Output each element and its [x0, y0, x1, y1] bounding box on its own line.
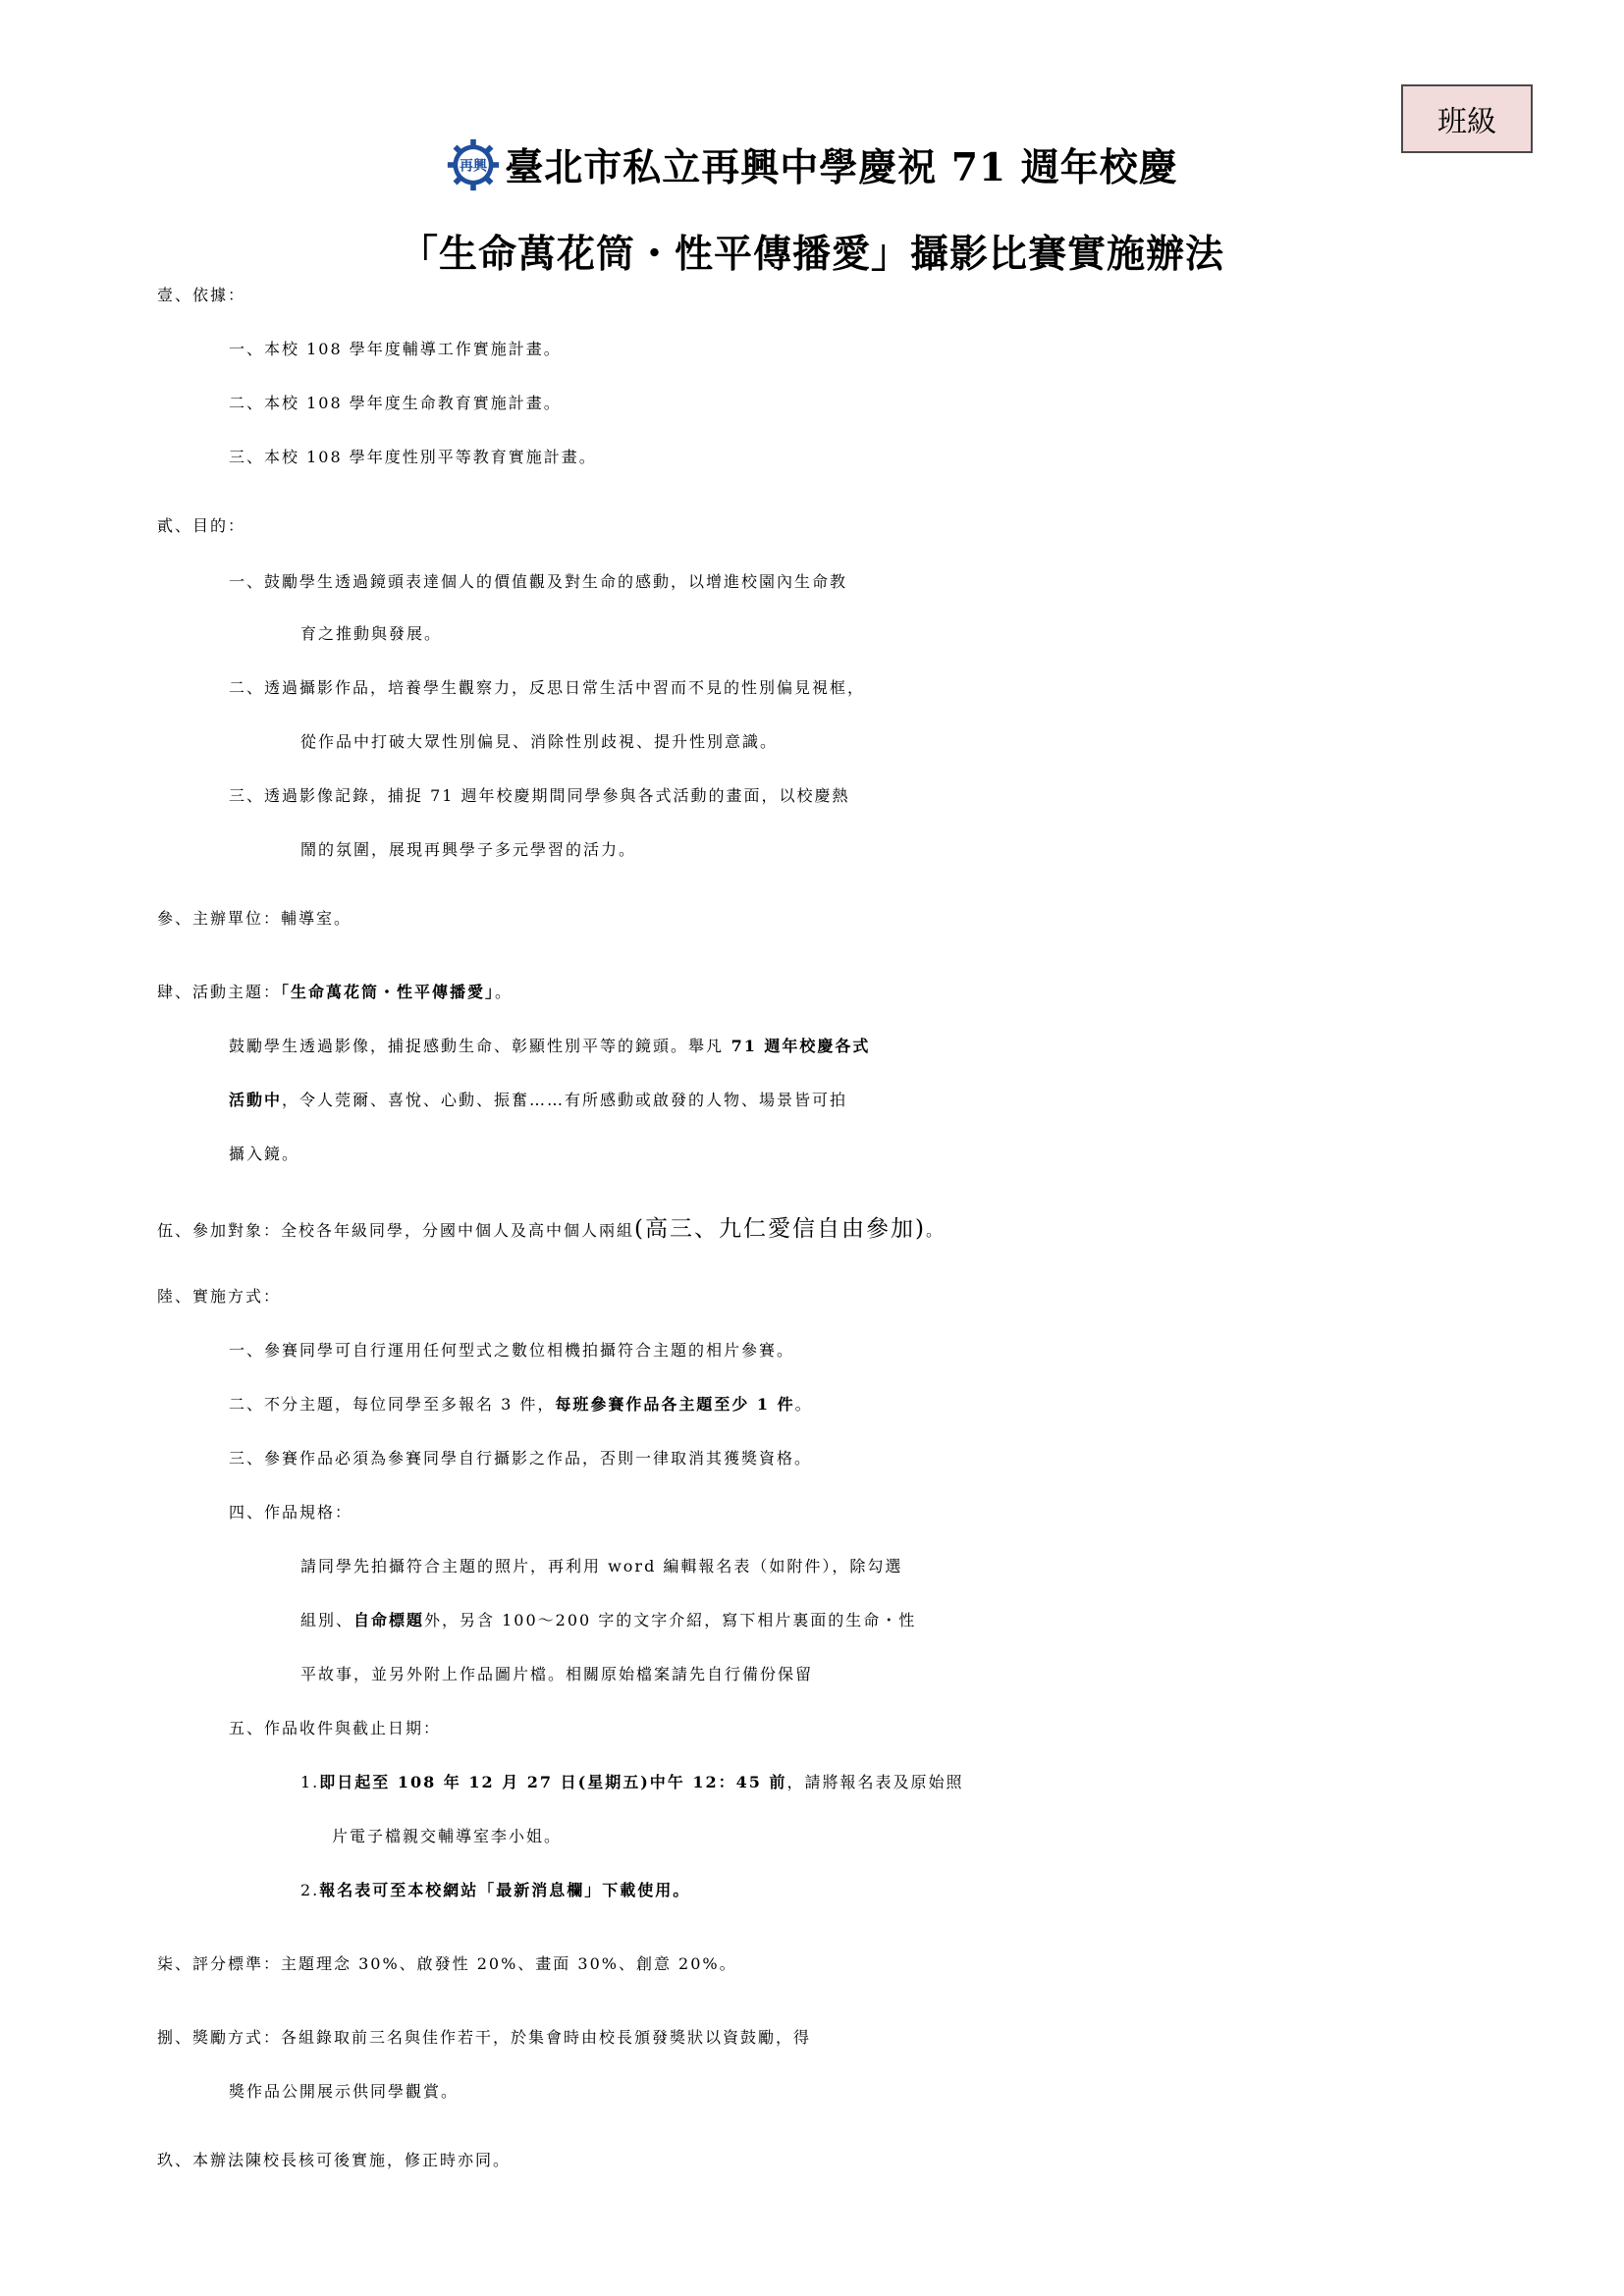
section-6-item-4-line-2b: 自命標題: [353, 1611, 425, 1629]
section-8: 捌、獎勵方式：各組錄取前三名與佳作若干，於集會時由校長頒發獎狀以資鼓勵，得: [157, 2028, 812, 2047]
section-6-item-2: [229, 1392, 813, 1415]
page-subtitle: 「生命萬花筒・性平傳播愛」攝影比賽實施辦法: [399, 232, 1224, 277]
section-1-item-2: 二、本校 108 學年度生命教育實施計畫。: [229, 394, 562, 412]
section-2-item-1: 一、鼓勵學生透過鏡頭表達個人的價值觀及對生命的感動，以增進校園內生命教: [229, 572, 848, 591]
section-6-item-2a: 二、不分主題，每位同學至多報名 3 件，: [229, 1395, 556, 1414]
section-6-item-4: 四、作品規格：: [229, 1503, 353, 1522]
section-6-item-4-line-1: 請同學先拍攝符合主題的照片，再利用 word 編輯報名表（如附件），除勾選: [300, 1557, 903, 1575]
logo-text: 再興: [460, 158, 488, 175]
section-2-item-3-cont: 鬧的氛圍，展現再興學子多元學習的活力。: [300, 840, 637, 859]
section-5-end: 。: [925, 1221, 944, 1240]
section-2-item-2-cont: 從作品中打破大眾性別偏見、消除性別歧視、提升性別意識。: [300, 732, 779, 751]
section-4-para-2: [229, 1088, 847, 1110]
section-6-item-5-1-deadline: 即日起至 108 年 12 月 27 日(星期五)中午 12：45 前: [319, 1773, 787, 1791]
section-1-item-1: 一、本校 108 學年度輔導工作實施計畫。: [229, 340, 562, 358]
section-1-item-3: 三、本校 108 學年度性別平等教育實施計畫。: [229, 448, 597, 466]
section-9: 玖、本辦法陳校長核可後實施，修正時亦同。: [157, 2151, 512, 2169]
section-1-heading: 壹、依據：: [157, 286, 246, 304]
section-2-item-2: 二、透過攝影作品，培養學生觀察力，反思日常生活中習而不見的性別偏見視框，: [229, 678, 866, 697]
section-4-para-3: 攝入鏡。: [229, 1145, 300, 1163]
section-6-item-4-line-2a: 組別、: [300, 1611, 354, 1629]
section-6-item-5-2: [300, 1878, 690, 1900]
section-3: 參、主辦單位：輔導室。: [157, 909, 352, 928]
section-6-item-5-1: [300, 1770, 963, 1792]
section-6-item-2c: 。: [794, 1395, 813, 1414]
section-4-para-1b: 71 週年校慶各式: [724, 1037, 871, 1055]
section-4-label: 肆、活動主題：: [157, 983, 282, 1001]
section-4-para-2a: 活動中: [229, 1091, 283, 1109]
section-6-item-4-line-2c: 外，另含 100～200 字的文字介紹，寫下相片裏面的生命・性: [424, 1611, 917, 1629]
section-5-note: (高三、九仁愛信自由參加): [634, 1216, 926, 1242]
page-title: 臺北市私立再興中學慶祝 71 週年校慶: [505, 145, 1178, 190]
section-6-item-5-2-text: 報名表可至本校網站「最新消息欄」下載使用。: [319, 1881, 691, 1899]
section-2-item-1-cont: 育之推動與發展。: [300, 624, 443, 643]
school-logo-icon: [446, 137, 501, 192]
section-6-item-4-line-2: [300, 1608, 916, 1630]
section-5-text: 伍、參加對象：全校各年級同學，分國中個人及高中個人兩組: [157, 1221, 635, 1240]
section-6-item-2b: 每班參賽作品各主題至少 1 件: [555, 1395, 795, 1414]
section-6-item-5-1-cont: 片電子檔親交輔導室李小姐。: [332, 1827, 563, 1845]
section-6-item-4-line-3: 平故事，並另外附上作品圖片檔。相關原始檔案請先自行備份保留: [300, 1665, 814, 1683]
section-6-item-1: 一、參賽同學可自行運用任何型式之數位相機拍攝符合主題的相片參賽。: [229, 1341, 795, 1360]
section-6-item-5-2-num: 2.: [300, 1881, 320, 1899]
theme-end: 。: [495, 983, 514, 1001]
section-7: 柒、評分標準：主題理念 30%、啟發性 20%、畫面 30%、創意 20%。: [157, 1954, 737, 1973]
section-2-item-3: 三、透過影像記錄，捕捉 71 週年校慶期間同學參與各式活動的畫面，以校慶熱: [229, 786, 850, 805]
class-box: 班級: [1401, 84, 1533, 153]
section-4-heading: [157, 980, 513, 1002]
theme-title: 「生命萬花筒・性平傳播愛」: [281, 983, 496, 1001]
section-6-item-5-1-num: 1.: [300, 1773, 320, 1791]
section-6-item-3: 三、參賽作品必須為參賽同學自行攝影之作品，否則一律取消其獲獎資格。: [229, 1449, 813, 1468]
section-2-heading: 貳、目的：: [157, 516, 246, 535]
section-5: [157, 1210, 944, 1243]
title-row: [0, 137, 1624, 192]
section-4-para-2b: ，令人莞爾、喜悅、心動、振奮……有所感動或啟發的人物、場景皆可拍: [282, 1091, 848, 1109]
section-8-cont: 獎作品公開展示供同學觀賞。: [229, 2082, 460, 2101]
section-6-heading: 陸、實施方式：: [157, 1287, 282, 1306]
section-6-item-5-1-rest: ，請將報名表及原始照: [786, 1773, 964, 1791]
section-6-item-5: 五、作品收件與截止日期：: [229, 1719, 442, 1737]
section-4-para-1: [229, 1034, 870, 1056]
section-4-para-1a: 鼓勵學生透過影像，捕捉感動生命、彰顯性別平等的鏡頭。舉凡: [229, 1037, 725, 1055]
